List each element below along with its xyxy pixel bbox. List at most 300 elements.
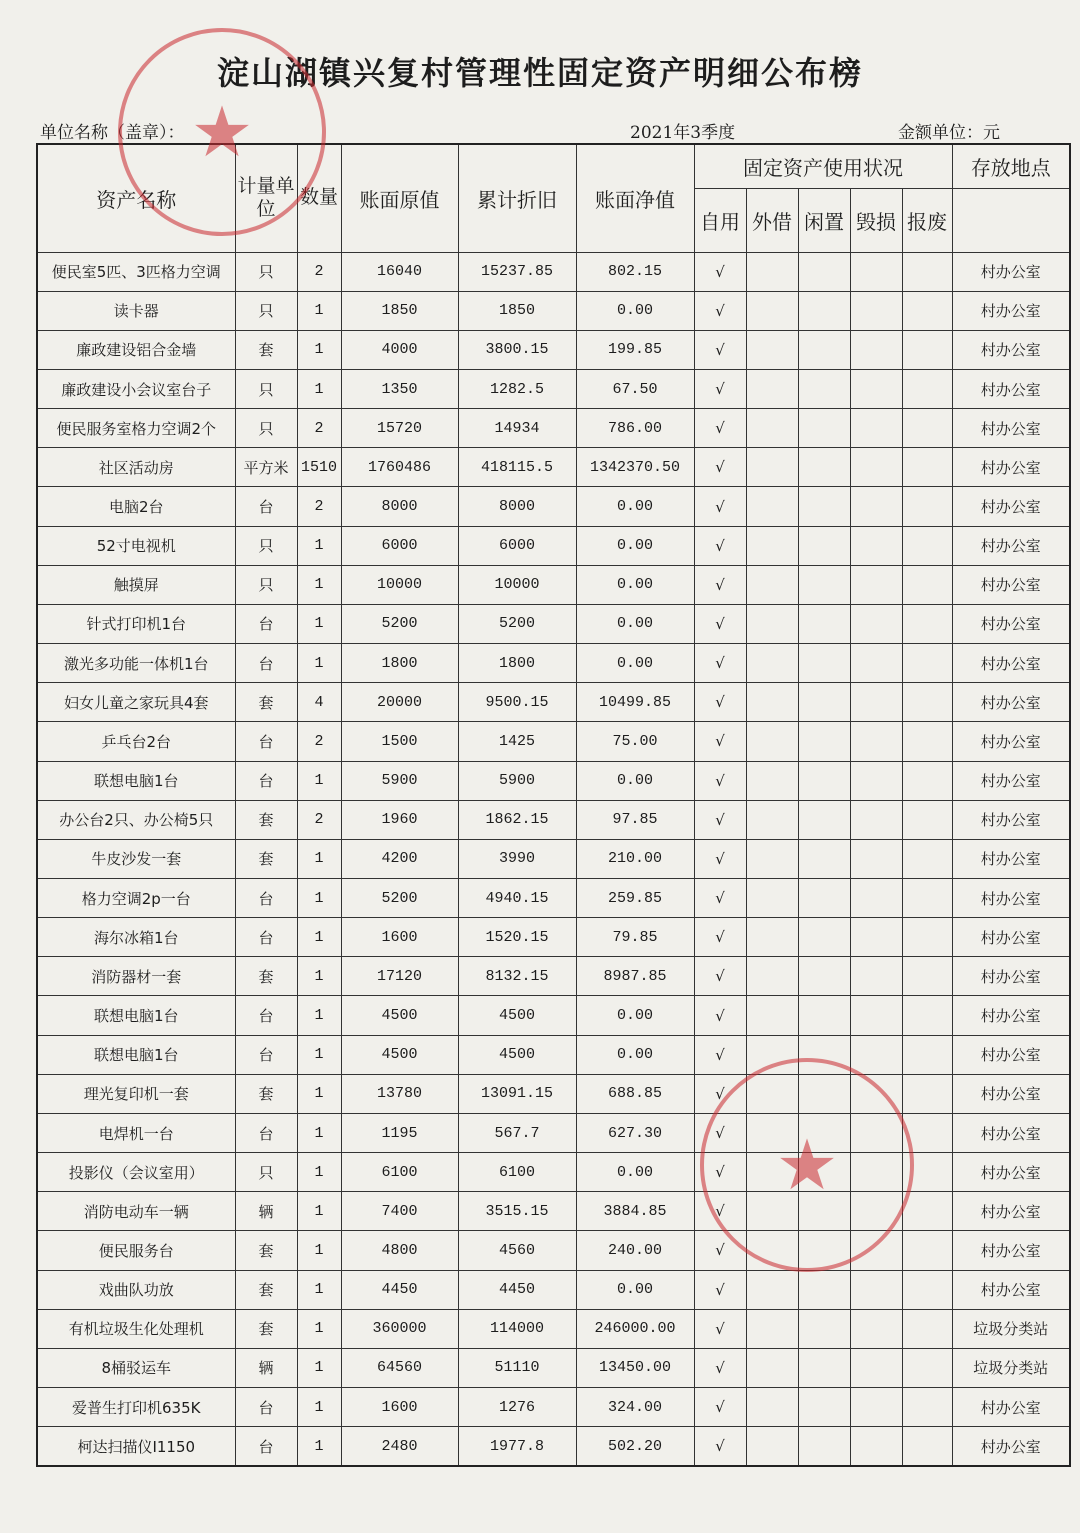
status-scrapped-cell [902, 1035, 952, 1074]
table-row [37, 918, 1070, 957]
table-row [37, 1348, 1070, 1387]
status-lent-cell [746, 1192, 798, 1231]
original-value-cell: 4000 [341, 330, 458, 369]
status-damaged-cell [850, 1192, 902, 1231]
asset-name-cell: 社区活动房 [37, 448, 235, 487]
original-value-cell: 20000 [341, 683, 458, 722]
location-cell: 垃圾分类站 [952, 1309, 1070, 1348]
star-icon: ★ [775, 1124, 839, 1206]
net-value-cell: 1342370.50 [576, 448, 694, 487]
original-value-cell: 1850 [341, 291, 458, 330]
net-value-cell: 0.00 [576, 1153, 694, 1192]
depreciation-cell: 4500 [458, 1035, 576, 1074]
status-damaged-cell [850, 879, 902, 918]
depreciation-cell: 3515.15 [458, 1192, 576, 1231]
measure-unit-cell: 套 [235, 957, 297, 996]
depreciation-cell: 1977.8 [458, 1427, 576, 1466]
status-idle-cell [798, 409, 850, 448]
location-cell: 村办公室 [952, 839, 1070, 878]
status-self-use-cell: √ [694, 1113, 746, 1152]
net-value-cell: 8987.85 [576, 957, 694, 996]
depreciation-cell: 1850 [458, 291, 576, 330]
depreciation-cell: 3990 [458, 839, 576, 878]
status-idle-cell [798, 1192, 850, 1231]
status-scrapped-cell [902, 1427, 952, 1466]
depreciation-cell: 1520.15 [458, 918, 576, 957]
quantity-cell: 2 [297, 487, 341, 526]
header-depreciation: 累计折旧 [458, 144, 576, 252]
status-scrapped-cell [902, 722, 952, 761]
depreciation-cell: 1425 [458, 722, 576, 761]
status-scrapped-cell [902, 1113, 952, 1152]
status-self-use-cell: √ [694, 1074, 746, 1113]
status-damaged-cell [850, 369, 902, 408]
table-row [37, 957, 1070, 996]
quantity-cell: 4 [297, 683, 341, 722]
location-cell: 村办公室 [952, 879, 1070, 918]
status-damaged-cell [850, 487, 902, 526]
status-scrapped-cell [902, 448, 952, 487]
status-scrapped-cell [902, 526, 952, 565]
quantity-cell: 1 [297, 1427, 341, 1466]
net-value-cell: 0.00 [576, 526, 694, 565]
net-value-cell: 0.00 [576, 291, 694, 330]
header-location-blank [952, 188, 1070, 252]
status-scrapped-cell [902, 487, 952, 526]
status-scrapped-cell [902, 1270, 952, 1309]
location-cell: 村办公室 [952, 1153, 1070, 1192]
status-lent-cell [746, 918, 798, 957]
asset-name-cell: 读卡器 [37, 291, 235, 330]
location-cell: 村办公室 [952, 644, 1070, 683]
status-scrapped-cell [902, 252, 952, 291]
status-idle-cell [798, 957, 850, 996]
table-row [37, 409, 1070, 448]
net-value-cell: 13450.00 [576, 1348, 694, 1387]
status-damaged-cell [850, 957, 902, 996]
location-cell: 村办公室 [952, 526, 1070, 565]
unit-name-label: 单位名称（盖章）： [40, 123, 185, 143]
status-idle-cell [798, 644, 850, 683]
asset-name-cell: 戏曲队功放 [37, 1270, 235, 1309]
net-value-cell: 802.15 [576, 252, 694, 291]
status-self-use-cell: √ [694, 1192, 746, 1231]
quantity-cell: 1510 [297, 448, 341, 487]
status-idle-cell [798, 448, 850, 487]
header-status-damaged: 毁损 [850, 188, 902, 252]
status-damaged-cell [850, 722, 902, 761]
table-row [37, 1035, 1070, 1074]
location-cell: 村办公室 [952, 448, 1070, 487]
measure-unit-cell: 套 [235, 683, 297, 722]
original-value-cell: 5200 [341, 879, 458, 918]
asset-name-cell: 牛皮沙发一套 [37, 839, 235, 878]
status-damaged-cell [850, 1113, 902, 1152]
original-value-cell: 1350 [341, 369, 458, 408]
asset-name-cell: 投影仪（会议室用） [37, 1153, 235, 1192]
status-self-use-cell: √ [694, 761, 746, 800]
net-value-cell: 0.00 [576, 1035, 694, 1074]
table-row [37, 1388, 1070, 1427]
status-idle-cell [798, 996, 850, 1035]
quantity-cell: 1 [297, 918, 341, 957]
table-row [37, 369, 1070, 408]
status-lent-cell [746, 722, 798, 761]
original-value-cell: 1600 [341, 918, 458, 957]
table-row [37, 800, 1070, 839]
original-value-cell: 2480 [341, 1427, 458, 1466]
star-icon: ★ [190, 91, 254, 173]
status-lent-cell [746, 839, 798, 878]
quantity-cell: 1 [297, 957, 341, 996]
status-lent-cell [746, 604, 798, 643]
status-damaged-cell [850, 409, 902, 448]
quantity-cell: 1 [297, 1231, 341, 1270]
location-cell: 村办公室 [952, 1074, 1070, 1113]
measure-unit-cell: 台 [235, 1388, 297, 1427]
original-value-cell: 1960 [341, 800, 458, 839]
original-value-cell: 17120 [341, 957, 458, 996]
asset-name-cell: 52寸电视机 [37, 526, 235, 565]
status-lent-cell [746, 800, 798, 839]
quantity-cell: 1 [297, 996, 341, 1035]
measure-unit-cell: 台 [235, 604, 297, 643]
location-cell: 村办公室 [952, 604, 1070, 643]
net-value-cell: 79.85 [576, 918, 694, 957]
status-scrapped-cell [902, 839, 952, 878]
net-value-cell: 0.00 [576, 644, 694, 683]
status-idle-cell [798, 526, 850, 565]
status-lent-cell [746, 1113, 798, 1152]
table-row [37, 1427, 1070, 1466]
status-idle-cell [798, 1113, 850, 1152]
status-scrapped-cell [902, 409, 952, 448]
depreciation-cell: 1282.5 [458, 369, 576, 408]
table-row [37, 448, 1070, 487]
quantity-cell: 1 [297, 565, 341, 604]
original-value-cell: 1600 [341, 1388, 458, 1427]
quantity-cell: 2 [297, 252, 341, 291]
quantity-cell: 2 [297, 800, 341, 839]
status-self-use-cell: √ [694, 291, 746, 330]
net-value-cell: 246000.00 [576, 1309, 694, 1348]
asset-name-cell: 廉政建设铝合金墙 [37, 330, 235, 369]
original-value-cell: 5200 [341, 604, 458, 643]
net-value-cell: 199.85 [576, 330, 694, 369]
status-lent-cell [746, 1231, 798, 1270]
depreciation-cell: 6100 [458, 1153, 576, 1192]
net-value-cell: 786.00 [576, 409, 694, 448]
measure-unit-cell: 辆 [235, 1192, 297, 1231]
measure-unit-cell: 台 [235, 722, 297, 761]
header-location: 存放地点 [952, 144, 1070, 188]
table-row [37, 722, 1070, 761]
net-value-cell: 0.00 [576, 604, 694, 643]
status-damaged-cell [850, 683, 902, 722]
quantity-cell: 1 [297, 1270, 341, 1309]
status-scrapped-cell [902, 683, 952, 722]
status-damaged-cell [850, 1427, 902, 1466]
status-damaged-cell [850, 761, 902, 800]
table-row [37, 1309, 1070, 1348]
depreciation-cell: 13091.15 [458, 1074, 576, 1113]
status-lent-cell [746, 1427, 798, 1466]
original-value-cell: 1195 [341, 1113, 458, 1152]
status-self-use-cell: √ [694, 1153, 746, 1192]
location-cell: 村办公室 [952, 369, 1070, 408]
status-idle-cell [798, 565, 850, 604]
status-self-use-cell: √ [694, 369, 746, 408]
status-damaged-cell [850, 291, 902, 330]
quantity-cell: 1 [297, 604, 341, 643]
depreciation-cell: 5200 [458, 604, 576, 643]
depreciation-cell: 1800 [458, 644, 576, 683]
original-value-cell: 8000 [341, 487, 458, 526]
status-self-use-cell: √ [694, 957, 746, 996]
asset-name-cell: 8桶驳运车 [37, 1348, 235, 1387]
status-damaged-cell [850, 526, 902, 565]
asset-name-cell: 柯达扫描仪I1150 [37, 1427, 235, 1466]
net-value-cell: 324.00 [576, 1388, 694, 1427]
table-row [37, 1074, 1070, 1113]
quantity-cell: 1 [297, 879, 341, 918]
table-row [37, 330, 1070, 369]
status-lent-cell [746, 879, 798, 918]
net-value-cell: 627.30 [576, 1113, 694, 1152]
status-scrapped-cell [902, 1153, 952, 1192]
status-idle-cell [798, 800, 850, 839]
status-idle-cell [798, 1270, 850, 1309]
status-damaged-cell [850, 1231, 902, 1270]
depreciation-cell: 1862.15 [458, 800, 576, 839]
status-self-use-cell: √ [694, 800, 746, 839]
status-idle-cell [798, 487, 850, 526]
net-value-cell: 502.20 [576, 1427, 694, 1466]
status-self-use-cell: √ [694, 1427, 746, 1466]
quantity-cell: 1 [297, 1035, 341, 1074]
asset-name-cell: 电脑2台 [37, 487, 235, 526]
page-title: 淀山湖镇兴复村管理性固定资产明细公布榜 [216, 54, 863, 92]
header-status-lent: 外借 [746, 188, 798, 252]
quantity-cell: 1 [297, 839, 341, 878]
status-damaged-cell [850, 252, 902, 291]
header-status-scrapped: 报废 [902, 188, 952, 252]
measure-unit-cell: 台 [235, 644, 297, 683]
depreciation-cell: 3800.15 [458, 330, 576, 369]
asset-name-cell: 乒乓台2台 [37, 722, 235, 761]
table-row [37, 1113, 1070, 1152]
status-idle-cell [798, 1231, 850, 1270]
original-value-cell: 64560 [341, 1348, 458, 1387]
original-value-cell: 4450 [341, 1270, 458, 1309]
status-self-use-cell: √ [694, 1231, 746, 1270]
status-damaged-cell [850, 839, 902, 878]
header-status-self-use: 自用 [694, 188, 746, 252]
status-self-use-cell: √ [694, 252, 746, 291]
quantity-cell: 1 [297, 369, 341, 408]
table-row [37, 683, 1070, 722]
status-self-use-cell: √ [694, 1270, 746, 1309]
status-idle-cell [798, 918, 850, 957]
net-value-cell: 688.85 [576, 1074, 694, 1113]
table-row [37, 761, 1070, 800]
status-scrapped-cell [902, 879, 952, 918]
status-lent-cell [746, 526, 798, 565]
net-value-cell: 75.00 [576, 722, 694, 761]
status-idle-cell [798, 761, 850, 800]
net-value-cell: 67.50 [576, 369, 694, 408]
depreciation-cell: 15237.85 [458, 252, 576, 291]
original-value-cell: 4200 [341, 839, 458, 878]
status-self-use-cell: √ [694, 879, 746, 918]
quantity-cell: 1 [297, 330, 341, 369]
status-idle-cell [798, 1388, 850, 1427]
status-lent-cell [746, 252, 798, 291]
status-lent-cell [746, 1388, 798, 1427]
location-cell: 村办公室 [952, 1388, 1070, 1427]
status-scrapped-cell [902, 604, 952, 643]
quantity-cell: 1 [297, 1388, 341, 1427]
status-scrapped-cell [902, 957, 952, 996]
asset-name-cell: 海尔冰箱1台 [37, 918, 235, 957]
table-row [37, 1231, 1070, 1270]
net-value-cell: 240.00 [576, 1231, 694, 1270]
location-cell: 村办公室 [952, 1192, 1070, 1231]
table-row [37, 644, 1070, 683]
location-cell: 村办公室 [952, 996, 1070, 1035]
location-cell: 村办公室 [952, 291, 1070, 330]
quantity-cell: 1 [297, 1192, 341, 1231]
depreciation-cell: 6000 [458, 526, 576, 565]
status-scrapped-cell [902, 918, 952, 957]
location-cell: 村办公室 [952, 1113, 1070, 1152]
status-idle-cell [798, 1348, 850, 1387]
location-cell: 村办公室 [952, 761, 1070, 800]
status-idle-cell [798, 1074, 850, 1113]
quantity-cell: 1 [297, 1309, 341, 1348]
table-row [37, 487, 1070, 526]
asset-name-cell: 激光多功能一体机1台 [37, 644, 235, 683]
status-damaged-cell [850, 1270, 902, 1309]
asset-name-cell: 联想电脑1台 [37, 761, 235, 800]
measure-unit-cell: 台 [235, 761, 297, 800]
original-value-cell: 5900 [341, 761, 458, 800]
status-scrapped-cell [902, 369, 952, 408]
table-row [37, 839, 1070, 878]
status-idle-cell [798, 722, 850, 761]
depreciation-cell: 1276 [458, 1388, 576, 1427]
measure-unit-cell: 台 [235, 996, 297, 1035]
quarter-label: 2021年3季度 [630, 123, 736, 143]
original-value-cell: 15720 [341, 409, 458, 448]
status-damaged-cell [850, 565, 902, 604]
status-damaged-cell [850, 996, 902, 1035]
original-value-cell: 13780 [341, 1074, 458, 1113]
status-scrapped-cell [902, 1192, 952, 1231]
status-scrapped-cell [902, 800, 952, 839]
status-scrapped-cell [902, 291, 952, 330]
status-self-use-cell: √ [694, 918, 746, 957]
net-value-cell: 0.00 [576, 1270, 694, 1309]
original-value-cell: 6100 [341, 1153, 458, 1192]
measure-unit-cell: 只 [235, 1153, 297, 1192]
header-original-value: 账面原值 [341, 144, 458, 252]
depreciation-cell: 10000 [458, 565, 576, 604]
status-lent-cell [746, 565, 798, 604]
status-self-use-cell: √ [694, 722, 746, 761]
original-value-cell: 4500 [341, 1035, 458, 1074]
asset-name-cell: 爱普生打印机635K [37, 1388, 235, 1427]
measure-unit-cell: 平方米 [235, 448, 297, 487]
status-damaged-cell [850, 1388, 902, 1427]
depreciation-cell: 4450 [458, 1270, 576, 1309]
measure-unit-cell: 套 [235, 1074, 297, 1113]
status-scrapped-cell [902, 1074, 952, 1113]
location-cell: 村办公室 [952, 252, 1070, 291]
status-idle-cell [798, 839, 850, 878]
status-idle-cell [798, 1309, 850, 1348]
asset-name-cell: 针式打印机1台 [37, 604, 235, 643]
original-value-cell: 7400 [341, 1192, 458, 1231]
depreciation-cell: 4560 [458, 1231, 576, 1270]
asset-name-cell: 便民服务台 [37, 1231, 235, 1270]
measure-unit-cell: 台 [235, 1035, 297, 1074]
depreciation-cell: 4940.15 [458, 879, 576, 918]
asset-name-cell: 联想电脑1台 [37, 1035, 235, 1074]
status-damaged-cell [850, 1309, 902, 1348]
net-value-cell: 97.85 [576, 800, 694, 839]
status-lent-cell [746, 1074, 798, 1113]
asset-name-cell: 消防器材一套 [37, 957, 235, 996]
original-value-cell: 4800 [341, 1231, 458, 1270]
measure-unit-cell: 只 [235, 409, 297, 448]
status-damaged-cell [850, 330, 902, 369]
status-scrapped-cell [902, 761, 952, 800]
net-value-cell: 3884.85 [576, 1192, 694, 1231]
measure-unit-cell: 台 [235, 1427, 297, 1466]
measure-unit-cell: 台 [235, 487, 297, 526]
location-cell: 村办公室 [952, 1231, 1070, 1270]
net-value-cell: 259.85 [576, 879, 694, 918]
status-idle-cell [798, 879, 850, 918]
status-lent-cell [746, 330, 798, 369]
depreciation-cell: 567.7 [458, 1113, 576, 1152]
quantity-cell: 1 [297, 291, 341, 330]
measure-unit-cell: 只 [235, 252, 297, 291]
measure-unit-cell: 套 [235, 1270, 297, 1309]
net-value-cell: 0.00 [576, 565, 694, 604]
quantity-cell: 1 [297, 526, 341, 565]
measure-unit-cell: 只 [235, 369, 297, 408]
header-net-value: 账面净值 [576, 144, 694, 252]
status-self-use-cell: √ [694, 1348, 746, 1387]
asset-name-cell: 电焊机一台 [37, 1113, 235, 1152]
location-cell: 村办公室 [952, 683, 1070, 722]
depreciation-cell: 8000 [458, 487, 576, 526]
quantity-cell: 1 [297, 1153, 341, 1192]
quantity-cell: 1 [297, 761, 341, 800]
status-lent-cell [746, 1153, 798, 1192]
depreciation-cell: 4500 [458, 996, 576, 1035]
status-self-use-cell: √ [694, 1388, 746, 1427]
status-lent-cell [746, 369, 798, 408]
asset-table [36, 143, 1071, 1467]
header-status-idle: 闲置 [798, 188, 850, 252]
measure-unit-cell: 套 [235, 839, 297, 878]
original-value-cell: 1800 [341, 644, 458, 683]
original-value-cell: 10000 [341, 565, 458, 604]
location-cell: 村办公室 [952, 1270, 1070, 1309]
